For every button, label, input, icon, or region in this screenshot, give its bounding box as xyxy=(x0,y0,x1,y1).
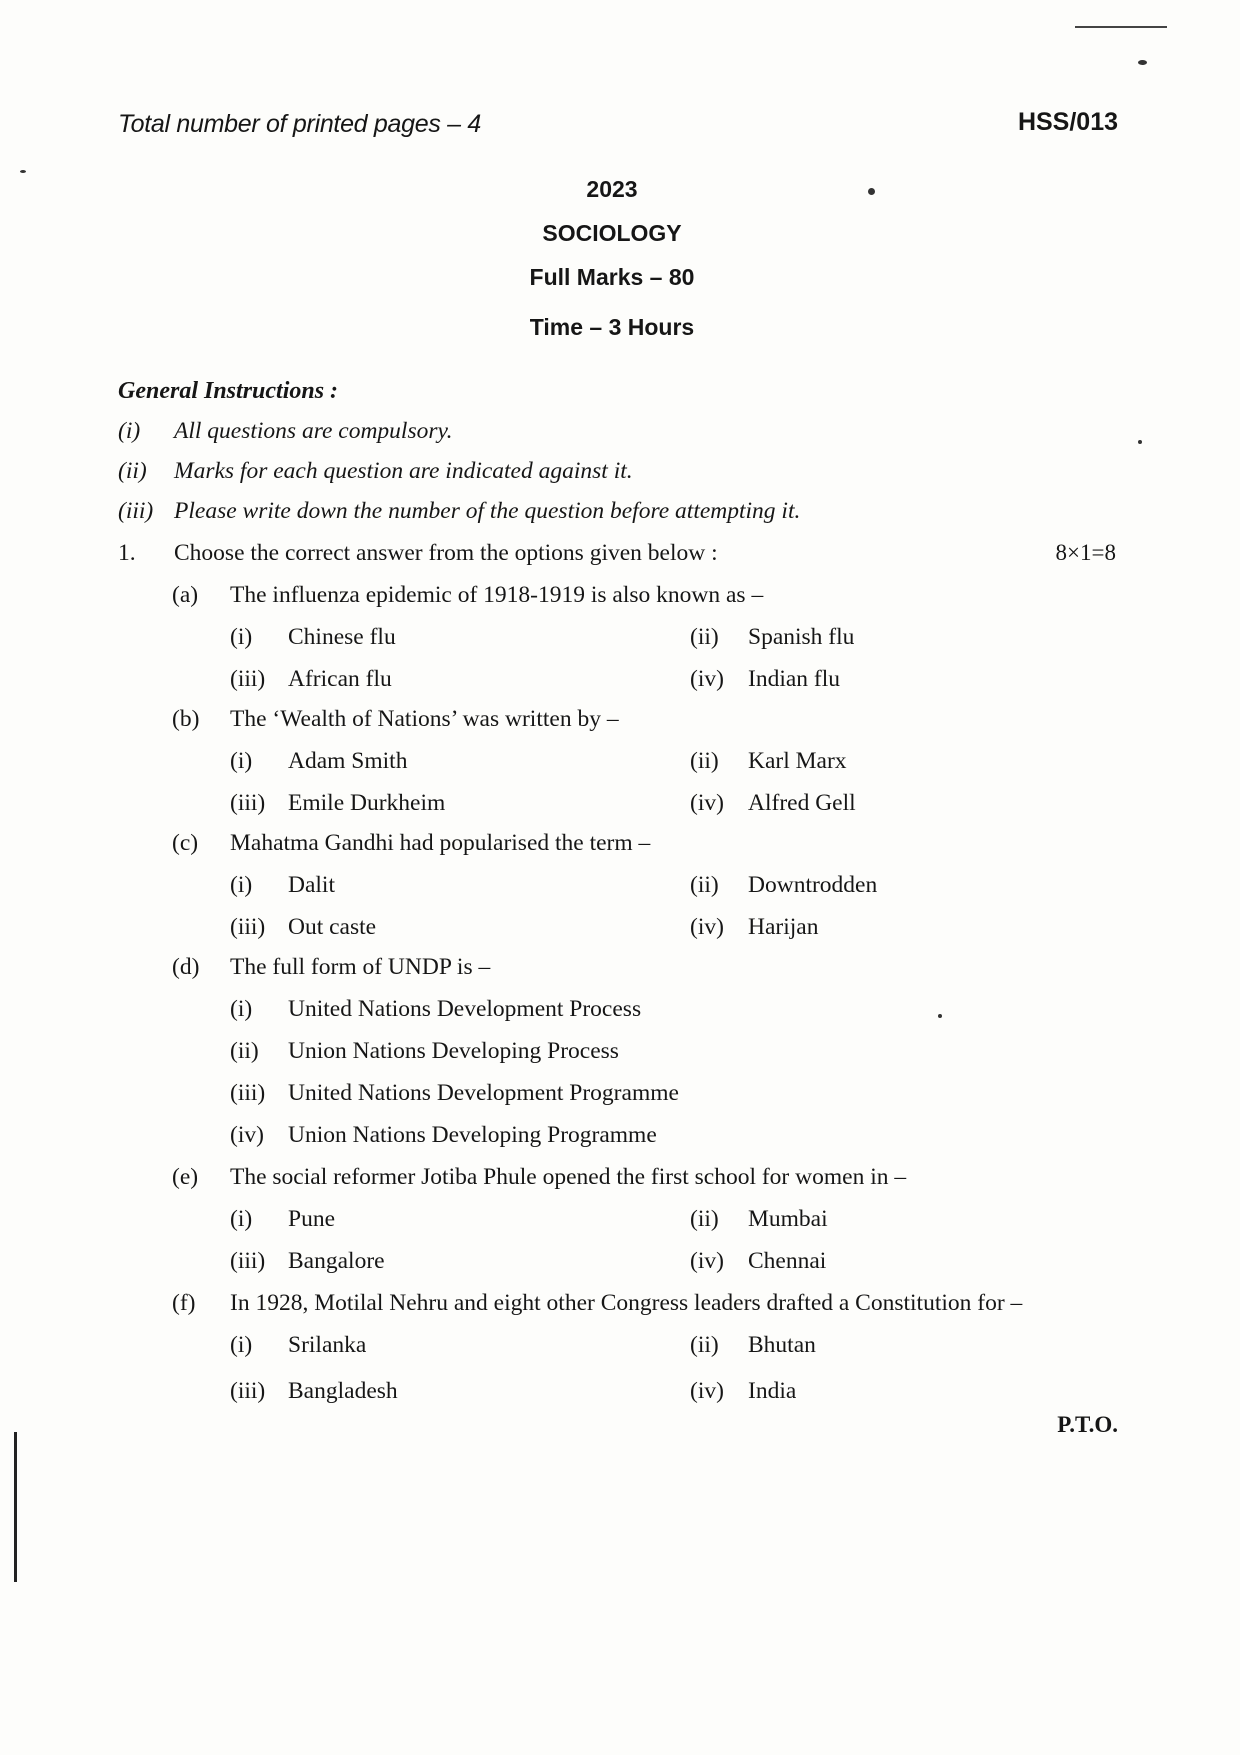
option-label: (ii) xyxy=(690,872,719,898)
option-label: (ii) xyxy=(690,748,719,774)
instruction-item xyxy=(118,498,800,525)
option xyxy=(230,748,407,775)
option-label: (ii) xyxy=(690,624,719,650)
option xyxy=(230,1332,366,1359)
question-text: Choose the correct answer from the options given below : xyxy=(174,540,718,566)
sub-question-b xyxy=(172,706,619,733)
option xyxy=(690,872,877,899)
option-label: (i) xyxy=(230,624,253,650)
option-text: Dalit xyxy=(288,872,335,898)
option-text: Alfred Gell xyxy=(748,790,856,816)
instructions-heading: General Instructions : xyxy=(118,378,339,404)
option-text: Union Nations Developing Process xyxy=(288,1038,619,1064)
option xyxy=(230,1206,335,1233)
instruction-number: (iii) xyxy=(118,498,154,524)
option-text: Downtrodden xyxy=(748,872,878,898)
option xyxy=(230,1378,398,1405)
sub-question-text: The social reformer Jotiba Phule opened the first school for women in – xyxy=(230,1164,907,1190)
scan-speck xyxy=(938,1014,942,1018)
scan-rule-mark xyxy=(1075,26,1167,28)
option-label: (iv) xyxy=(690,666,724,692)
option xyxy=(690,624,854,651)
option-label: (ii) xyxy=(230,1038,259,1064)
option-label: (iv) xyxy=(690,1378,724,1404)
option-text: Out caste xyxy=(288,914,377,940)
option-text: Bhutan xyxy=(748,1332,816,1358)
option xyxy=(690,1332,816,1359)
instruction-item xyxy=(118,458,633,485)
sub-question-a xyxy=(172,582,763,609)
sub-question-e xyxy=(172,1164,906,1191)
instruction-text: Please write down the number of the question before attempting it. xyxy=(174,498,801,524)
option-text: Harijan xyxy=(748,914,819,940)
instruction-text: All questions are compulsory. xyxy=(174,418,453,444)
full-marks: Full Marks – 80 xyxy=(529,264,695,290)
option xyxy=(690,748,847,775)
option-label: (iv) xyxy=(230,1122,264,1148)
option xyxy=(230,666,392,693)
option-label: (i) xyxy=(230,872,253,898)
pto-note: P.T.O. xyxy=(1057,1412,1118,1437)
option-text: Indian flu xyxy=(748,666,841,692)
option-text: Mumbai xyxy=(748,1206,828,1232)
sub-question-c xyxy=(172,830,650,857)
option xyxy=(690,790,856,817)
option-label: (i) xyxy=(230,1332,253,1358)
option-label: (i) xyxy=(230,1206,253,1232)
exam-subject: SOCIOLOGY xyxy=(542,220,682,246)
scan-speck xyxy=(1138,60,1147,65)
option-text: Emile Durkheim xyxy=(288,790,446,816)
option-label: (iv) xyxy=(690,790,724,816)
sub-question-label: (c) xyxy=(172,830,199,856)
sub-question-text: In 1928, Motilal Nehru and eight other Congress leaders drafted a Constitution for – xyxy=(230,1290,1023,1316)
instruction-number: (i) xyxy=(118,418,141,444)
option xyxy=(230,872,335,899)
question-number: 1. xyxy=(118,540,136,566)
option xyxy=(690,666,840,693)
question-marks: 8×1=8 xyxy=(1055,540,1116,565)
exam-year: 2023 xyxy=(586,176,638,202)
option-text: Adam Smith xyxy=(288,748,408,774)
sub-question-label: (a) xyxy=(172,582,199,608)
option-text: Karl Marx xyxy=(748,748,847,774)
option-text: Chinese flu xyxy=(288,624,396,650)
total-pages-note: Total number of printed pages – 4 xyxy=(118,110,482,138)
option-label: (iii) xyxy=(230,1378,266,1404)
option-text: United Nations Development Programme xyxy=(288,1080,679,1106)
option xyxy=(230,1122,657,1149)
option xyxy=(230,624,396,651)
sub-question-text: The influenza epidemic of 1918-1919 is also known as – xyxy=(230,582,764,608)
option-text: United Nations Development Process xyxy=(288,996,642,1022)
option xyxy=(230,1038,619,1065)
option xyxy=(230,1080,679,1107)
option xyxy=(230,1248,385,1275)
sub-question-text: The ‘Wealth of Nations’ was written by – xyxy=(230,706,619,732)
option-label: (iii) xyxy=(230,914,266,940)
option-text: Spanish flu xyxy=(748,624,855,650)
option-text: Pune xyxy=(288,1206,335,1232)
scan-speck xyxy=(20,170,26,173)
option-label: (iv) xyxy=(690,914,724,940)
option-label: (ii) xyxy=(690,1206,719,1232)
sub-question-f xyxy=(172,1290,1022,1317)
option-text: India xyxy=(748,1378,797,1404)
instruction-number: (ii) xyxy=(118,458,147,484)
option-label: (iii) xyxy=(230,790,266,816)
option-label: (iii) xyxy=(230,1248,266,1274)
option-text: Srilanka xyxy=(288,1332,367,1358)
option-text: Chennai xyxy=(748,1248,827,1274)
option xyxy=(230,790,445,817)
sub-question-text: The full form of UNDP is – xyxy=(230,954,491,980)
scan-margin-bar xyxy=(14,1432,17,1582)
option-label: (i) xyxy=(230,996,253,1022)
option-text: Bangladesh xyxy=(288,1378,398,1404)
option-label: (iv) xyxy=(690,1248,724,1274)
exam-time: Time – 3 Hours xyxy=(529,314,695,340)
option-label: (iii) xyxy=(230,1080,266,1106)
option-text: Bangalore xyxy=(288,1248,385,1274)
question-1 xyxy=(118,540,718,567)
sub-question-label: (e) xyxy=(172,1164,199,1190)
scan-speck xyxy=(868,188,875,195)
instruction-item xyxy=(118,418,453,445)
option xyxy=(230,914,376,941)
sub-question-label: (b) xyxy=(172,706,200,732)
option xyxy=(690,1378,796,1405)
paper-code: HSS/013 xyxy=(1017,108,1118,136)
option xyxy=(690,914,818,941)
sub-question-label: (d) xyxy=(172,954,200,980)
option-label: (i) xyxy=(230,748,253,774)
option xyxy=(690,1248,826,1275)
option xyxy=(230,996,641,1023)
sub-question-d xyxy=(172,954,490,981)
option-label: (iii) xyxy=(230,666,266,692)
sub-question-label: (f) xyxy=(172,1290,196,1316)
scan-speck xyxy=(1138,440,1142,444)
option xyxy=(690,1206,828,1233)
instruction-text: Marks for each question are indicated against it. xyxy=(174,458,633,484)
option-text: African flu xyxy=(288,666,392,692)
option-text: Union Nations Developing Programme xyxy=(288,1122,657,1148)
option-label: (ii) xyxy=(690,1332,719,1358)
sub-question-text: Mahatma Gandhi had popularised the term – xyxy=(230,830,651,856)
